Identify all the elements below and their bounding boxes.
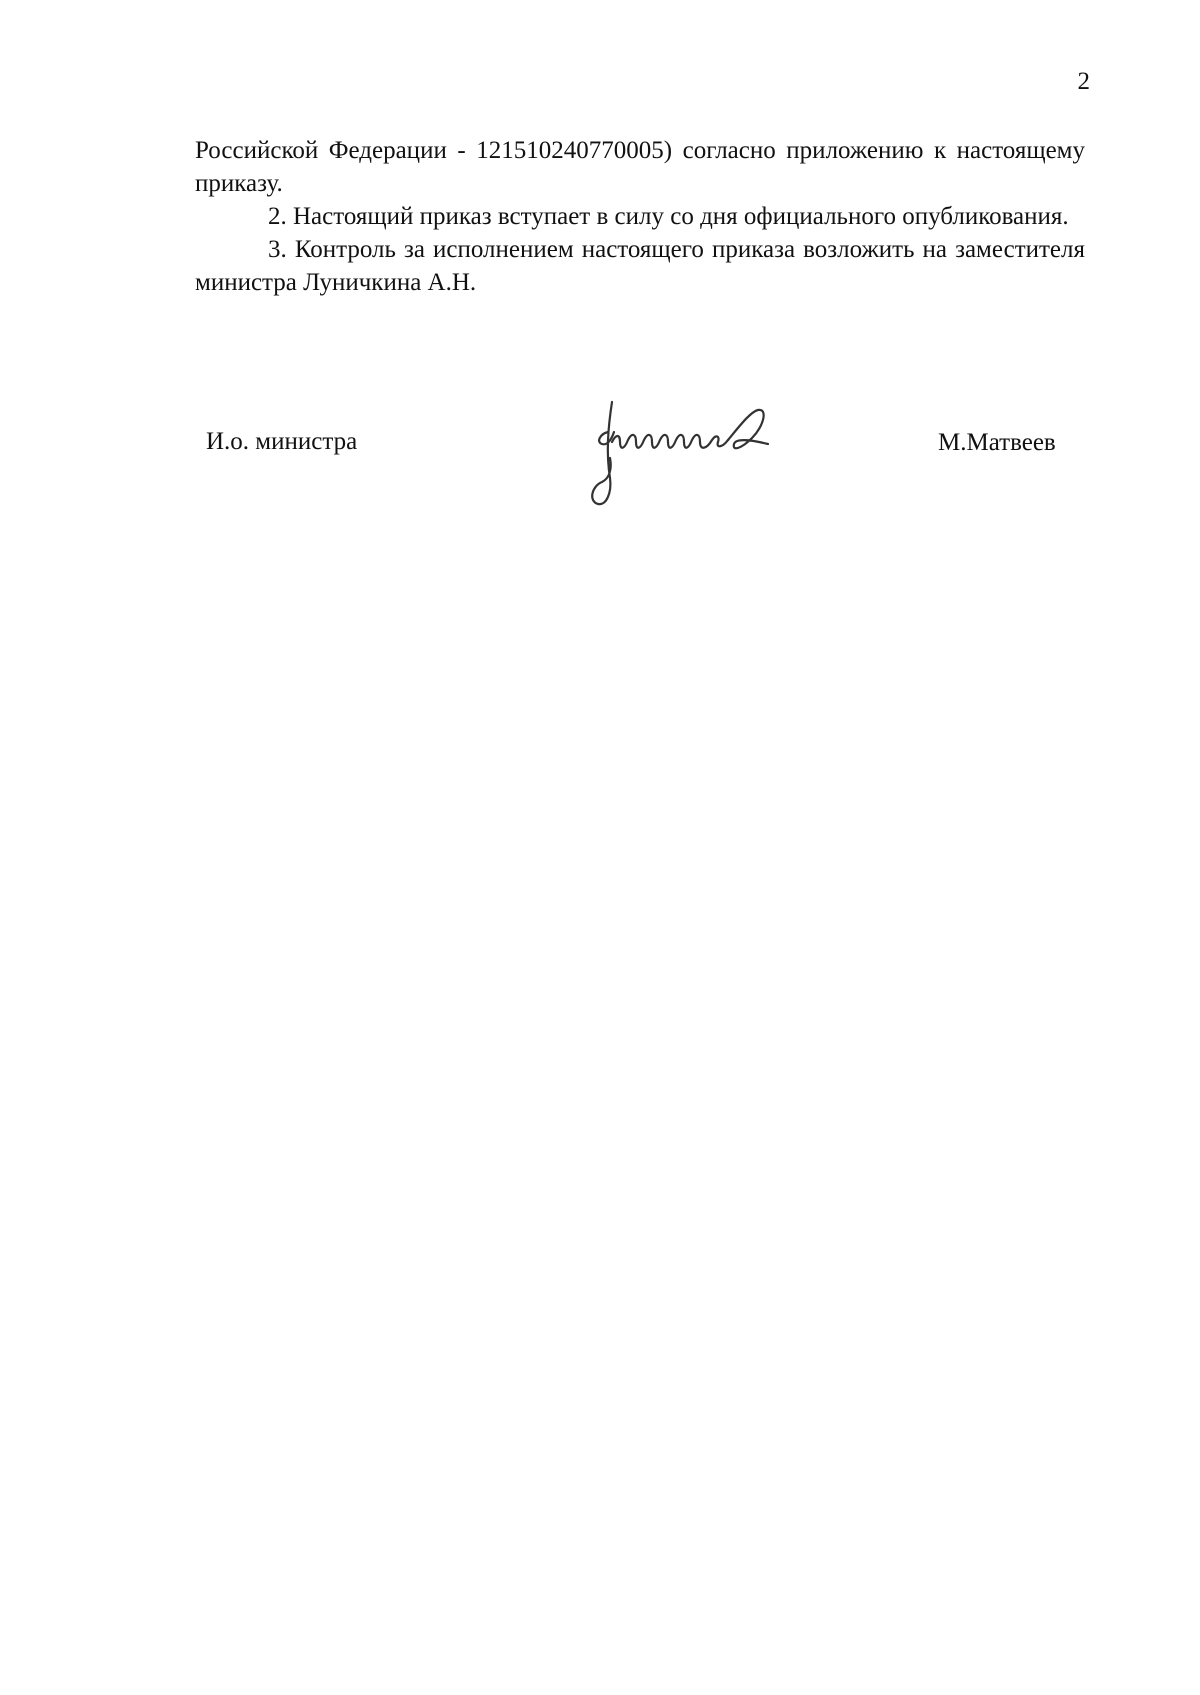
document-body: [195, 134, 1085, 299]
paragraph-3: 3. Контроль за исполнением настоящего приказа возложить на заместителя министра Луничкина А.Н.: [195, 236, 1085, 296]
paragraph-2: 2. Настоящий приказ вступает в силу со дня официального опубликования.: [268, 203, 1069, 230]
paragraph-continuation: Российской Федерации - 121510240770005) согласно приложению к настоящему приказу.: [195, 137, 1085, 197]
handwritten-signature-icon: [582, 398, 792, 510]
signature-block: [0, 398, 1200, 518]
signatory-name: М.Матвеев: [938, 429, 1056, 456]
signatory-position: И.о. министра: [206, 428, 358, 455]
page-number: 2: [1077, 68, 1090, 95]
